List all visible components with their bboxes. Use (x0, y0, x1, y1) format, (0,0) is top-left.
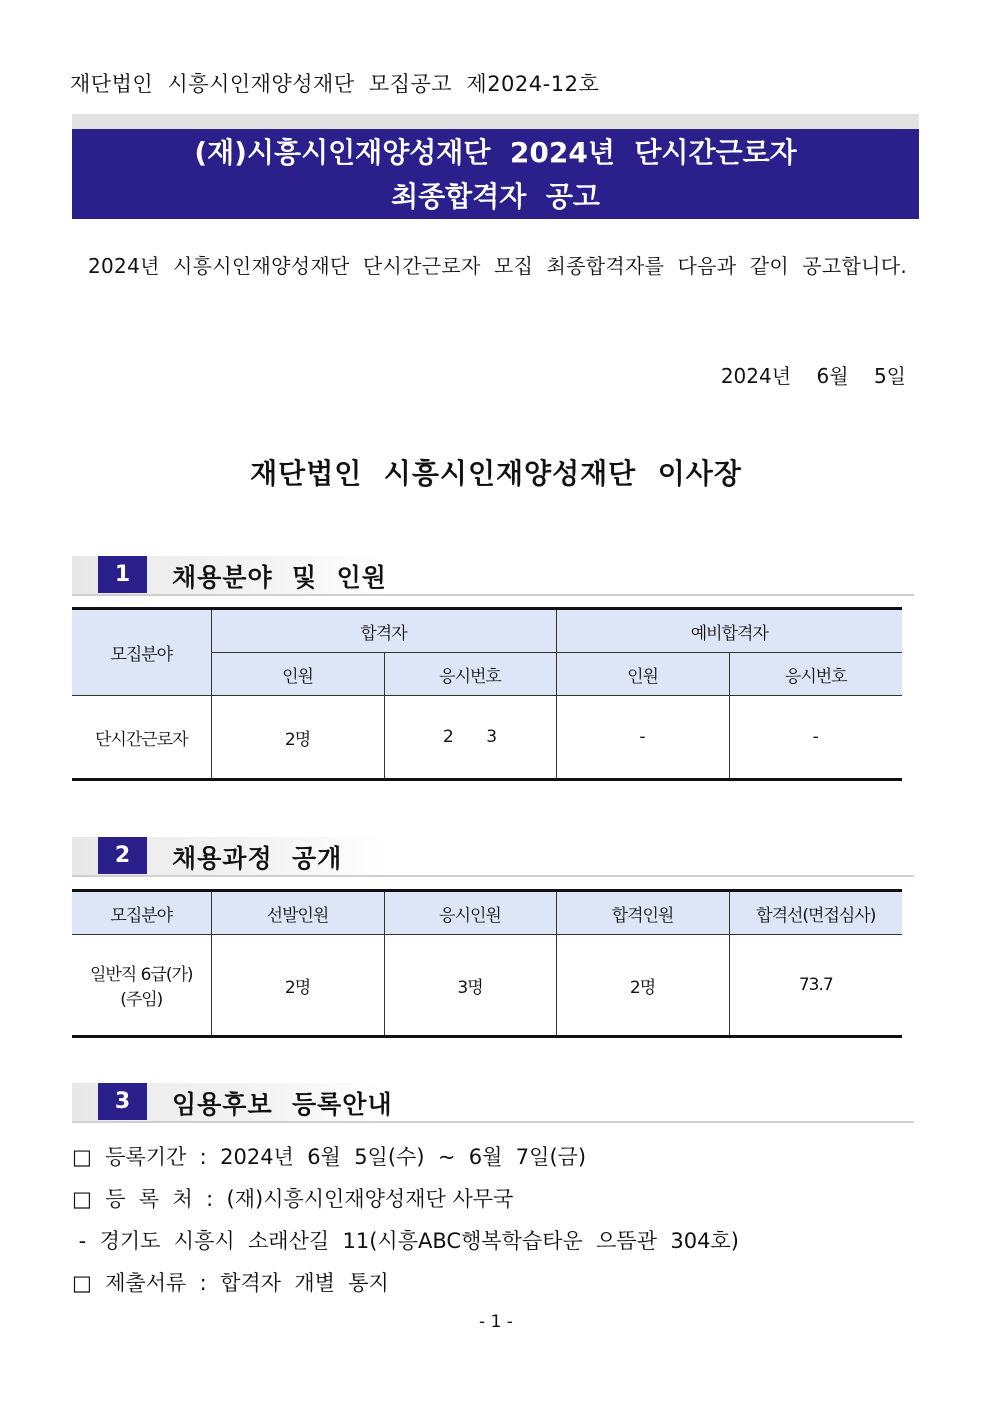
section-1-number: 1 (98, 556, 147, 593)
reserve-count-cell: - (556, 696, 729, 780)
group-passed-header: 합격자 (211, 609, 556, 653)
announcement-date: 2024년 6월 5일 (720, 364, 906, 388)
registration-period: □ 등록기간 : 2024년 6월 5일(수) ~ 6월 7일(금) (72, 1145, 587, 1169)
section-3-title: 임용후보 등록안내 (172, 1090, 393, 1119)
page-number: - 1 - (479, 1312, 513, 1332)
title-line-1: (재)시흥시인재양성재단 2024년 단시간근로자 (194, 136, 797, 169)
col-cutoff-header: 합격선(면접심사) (729, 891, 902, 935)
group-reserve-header: 예비합격자 (556, 609, 902, 653)
registration-place: □ 등 록 처 : (재)시흥시인재양성재단 사무국 (72, 1187, 514, 1211)
section-1-header (72, 556, 914, 596)
section-2-number: 2 (98, 837, 147, 874)
registration-address: - 경기도 시흥시 소래산길 11(시흥ABC행복학습타운 으뜸관 304호) (72, 1229, 739, 1253)
col-applied-header: 응시인원 (384, 891, 556, 935)
intro-text: 2024년 시흥시인재양성재단 단시간근로자 모집 최종합격자를 다음과 같이 공고합니다. (88, 254, 908, 278)
passed-numbers-cell: 2 3 (384, 696, 556, 780)
title-line-2: 최종합격자 공고 (391, 180, 600, 213)
col-field-header: 모집분야 (72, 609, 211, 696)
passed-count-cell: 2명 (211, 696, 384, 780)
passed-count-header: 인원 (211, 653, 384, 696)
signer: 재단법인 시흥시인재양성재단 이사장 (250, 457, 742, 490)
field-cell (72, 935, 211, 1037)
reserve-exam-no-header: 응시번호 (729, 653, 902, 696)
process-table (72, 889, 902, 1038)
col-selected-header: 선발인원 (211, 891, 384, 935)
field-cell: 단시간근로자 (72, 696, 211, 780)
passed-exam-no-header: 응시번호 (384, 653, 556, 696)
reserve-count-header: 인원 (556, 653, 729, 696)
recruitment-table (72, 607, 902, 781)
reserve-numbers-cell: - (729, 696, 902, 780)
passed-cell: 2명 (556, 935, 729, 1037)
table-row (72, 935, 902, 1037)
field-line-1: 일반직 6급(가) (89, 965, 193, 985)
selected-cell: 2명 (211, 935, 384, 1037)
col-passed-header: 합격인원 (556, 891, 729, 935)
section-2-title: 채용과정 공개 (172, 844, 343, 873)
section-2-header (72, 837, 914, 877)
field-line-2: (주임) (120, 990, 163, 1010)
document-number: 재단법인 시흥시인재양성재단 모집공고 제2024-12호 (70, 72, 600, 96)
title-banner (72, 114, 919, 219)
section-1-title: 채용분야 및 인원 (172, 563, 387, 592)
table-row (72, 696, 902, 780)
cutoff-cell: 73.7 (729, 935, 902, 1037)
col-field-header: 모집분야 (72, 891, 211, 935)
required-documents: □ 제출서류 : 합격자 개별 통지 (72, 1271, 389, 1295)
applied-cell: 3명 (384, 935, 556, 1037)
section-3-number: 3 (98, 1083, 147, 1120)
section-3-header (72, 1083, 914, 1123)
